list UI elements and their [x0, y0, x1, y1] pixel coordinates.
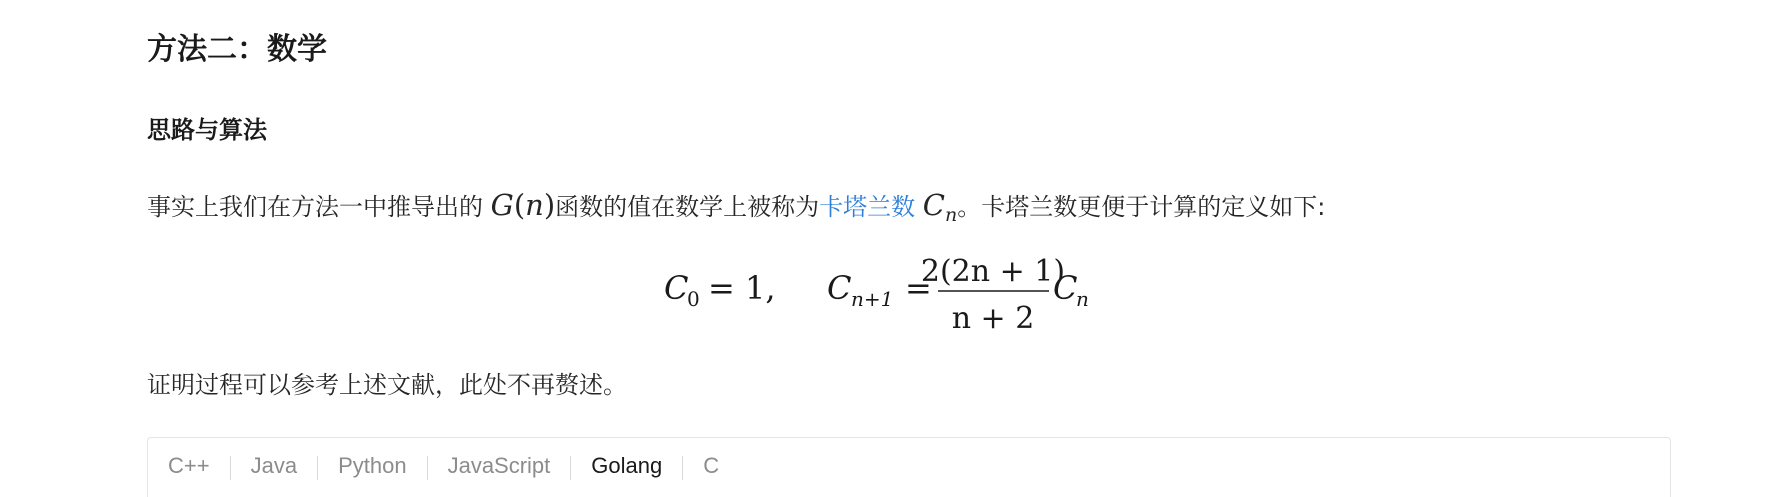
tab-separator — [317, 456, 318, 480]
formula-c0-symbol: C — [664, 269, 689, 307]
math-c-subscript: n — [945, 204, 958, 226]
section-subtitle: 思路与算法 — [147, 116, 267, 144]
formula-rec-symbol: C — [827, 269, 852, 307]
formula-tail-symbol: C — [1053, 269, 1078, 307]
tab-separator — [427, 456, 428, 480]
tab-javascript[interactable]: JavaScript — [447, 453, 551, 478]
tab-cpp[interactable]: C++ — [168, 453, 210, 478]
formula-numerator: 2(2n + 1) — [920, 254, 1066, 289]
section-title: 方法二：数学 — [147, 32, 327, 67]
paragraph-text-middle: 函数的值在数学上被称为 — [555, 193, 820, 221]
formula-denominator: n + 2 — [951, 301, 1035, 336]
formula-tail-subscript: n — [1076, 287, 1089, 311]
formula-c0-subscript: 0 — [687, 287, 700, 311]
catalan-recurrence-formula — [660, 248, 1180, 338]
paragraph-proof-note: 证明过程可以参考上述文献，此处不再赘述。 — [147, 371, 627, 399]
math-g-symbol: G — [490, 188, 514, 222]
tab-separator — [230, 456, 231, 480]
formula-equals: = — [905, 269, 932, 307]
catalan-number-link[interactable]: 卡塔兰数 — [819, 193, 916, 221]
paragraph-text-start: 事实上我们在方法一中推导出的 — [147, 193, 491, 221]
tab-java[interactable]: Java — [250, 453, 298, 478]
paragraph-catalan-intro — [147, 185, 1325, 227]
paragraph-text-end: 。卡塔兰数更便于计算的定义如下: — [957, 193, 1326, 221]
math-n-symbol: n — [525, 188, 544, 222]
formula-c0-rest: = 1, — [708, 269, 776, 307]
math-c-n — [922, 188, 958, 226]
tab-c[interactable]: C — [703, 453, 720, 478]
math-c-symbol: C — [922, 188, 945, 222]
tab-golang[interactable]: Golang — [591, 453, 663, 478]
math-right-paren: ) — [543, 188, 556, 222]
formula-rec-subscript: n+1 — [851, 287, 894, 311]
math-left-paren: ( — [513, 188, 526, 222]
tab-python[interactable]: Python — [338, 453, 407, 478]
math-g-of-n — [491, 188, 556, 222]
code-language-tabs — [147, 437, 1671, 497]
tab-separator — [570, 456, 571, 480]
tab-separator — [682, 456, 683, 480]
